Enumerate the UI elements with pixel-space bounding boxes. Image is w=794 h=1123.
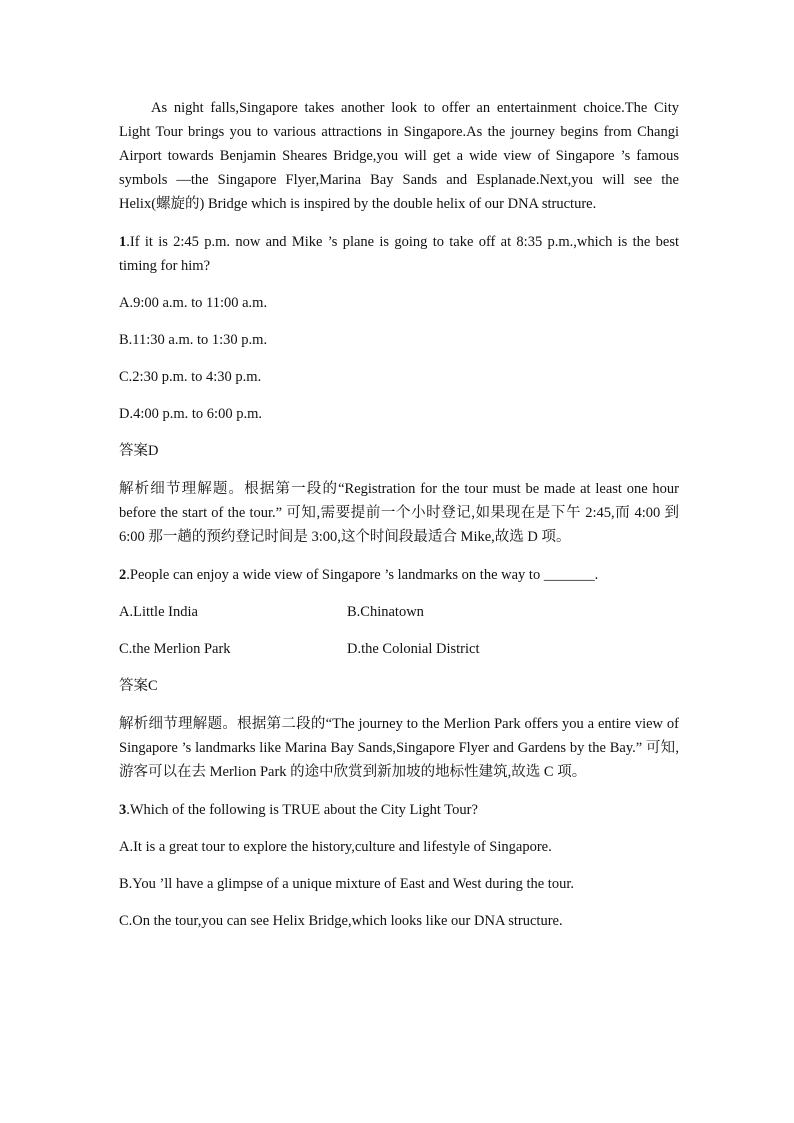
question-2-analysis: 解析细节理解题。根据第二段的“The journey to the Merlion Park offers you a entire view of Singapore ’s landmarks like Marina Bay Sands,Singapore Flyer and Gardens by the Bay.” 可知,游客可以在去 Merlion Park 的途中欣赏到新加坡的地标性建筑,故选 C 项。	[119, 716, 679, 780]
question-2-number: 2	[119, 567, 127, 583]
passage-paragraph: As night falls,Singapore takes another look to offer an entertainment choice.The City Light Tour brings you to various attractions in Singapore.As the journey begins from Changi Airport towards Benjamin Sheares Bridge,you will get a wide view of Singapore ’s famous symbols —the Singapore Flyer,Marina Bay Sands and Esplanade.Next,you will see the Helix(螺旋的) Bridge which is inspired by the double helix of our DNA structure.	[119, 100, 679, 212]
question-1-stem	[119, 230, 679, 278]
question-3-option-a: A.It is a great tour to explore the history,culture and lifestyle of Singapore.	[119, 839, 552, 855]
question-2-option-c: C.the Merlion Park	[119, 641, 231, 657]
question-2-stem	[119, 563, 679, 587]
question-3-stem	[119, 798, 679, 822]
answer-value: D	[148, 443, 159, 459]
question-1-answer	[119, 439, 679, 463]
answer-label: 答案	[119, 678, 148, 694]
question-3-option-b: B.You ’ll have a glimpse of a unique mixture of East and West during the tour.	[119, 876, 574, 892]
question-2-option-b: B.Chinatown	[347, 604, 424, 620]
question-2-text: .People can enjoy a wide view of Singapore ’s landmarks on the way to _______.	[126, 567, 599, 583]
question-1-option-d: D.4:00 p.m. to 6:00 p.m.	[119, 406, 262, 422]
question-1-option-c: C.2:30 p.m. to 4:30 p.m.	[119, 369, 262, 385]
question-2-option-d: D.the Colonial District	[347, 641, 480, 657]
question-3-text: .Which of the following is TRUE about the City Light Tour?	[126, 802, 478, 818]
question-3-option-c: C.On the tour,you can see Helix Bridge,which looks like our DNA structure.	[119, 913, 563, 929]
question-1-number: 1	[119, 234, 127, 250]
question-1-text: .If it is 2:45 p.m. now and Mike ’s plane is going to take off at 8:35 p.m.,which is the best timing for him?	[119, 234, 679, 274]
answer-label: 答案	[119, 443, 148, 459]
question-2-options-row-1	[119, 600, 679, 624]
question-1-option-a: A.9:00 a.m. to 11:00 a.m.	[119, 295, 268, 311]
question-2-answer	[119, 674, 679, 698]
question-1-option-b: B.11:30 a.m. to 1:30 p.m.	[119, 332, 268, 348]
document-page	[119, 96, 679, 933]
question-2-option-a: A.Little India	[119, 604, 198, 620]
question-1-analysis: 解析细节理解题。根据第一段的“Registration for the tour must be made at least one hour before the start of the tour.” 可知,需要提前一个小时登记,如果现在是下午 2:45,而 4:00 到 6:00 那一趟的预约登记时间是 3:00,这个时间段最适合 Mike,故选 D 项。	[119, 481, 679, 545]
question-3-number: 3	[119, 802, 127, 818]
question-2-options-row-2	[119, 637, 679, 661]
answer-value: C	[148, 678, 158, 694]
